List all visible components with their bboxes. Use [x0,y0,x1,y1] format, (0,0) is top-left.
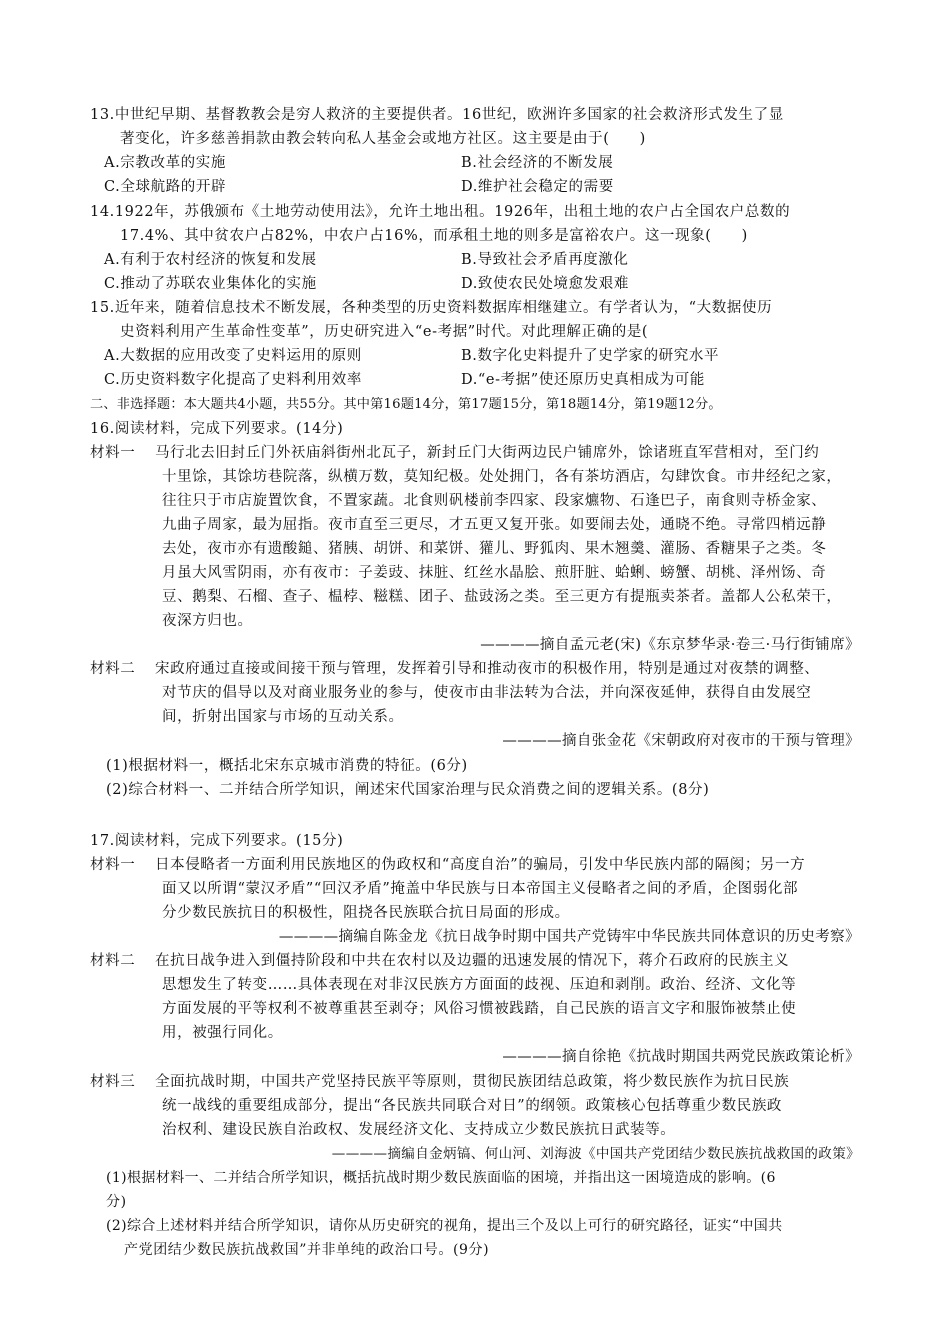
q16-material-2-label: 材料二 [90,661,136,677]
q16-material-1-label: 材料一 [90,445,136,461]
q13-option-b[interactable]: B.社会经济的不断发展 [461,155,614,171]
q17-material-2-line: 思想发生了转变……具体表现在对非汉民族方方面面的歧视、压迫和剥削。政治、经济、文化等 [162,977,797,993]
q14-option-b[interactable]: B.导致社会矛盾再度激化 [461,252,629,268]
q17-material-3-line: 治权利、建设民族自治政权、发展经济文化、支持成立少数民族抗日武装等。 [162,1122,676,1138]
q16-material-1-line: 夜深方归也。 [162,613,253,629]
q17-material-2-line: 用，被强行同化。 [162,1025,283,1041]
q16-requirement-1: (1)根据材料一，概括北宋东京城市消费的特征。(6分) [106,758,468,774]
q17-title: 17.阅读材料，完成下列要求。(15分) [90,833,344,849]
q16-material-1-line: 豆、鹅梨、石榴、查子、榅桲、糍糕、团子、盐豉汤之类。至三更方有提瓶卖茶者。盖都人公私荣干， [162,589,842,605]
q13-option-d[interactable]: D.维护社会稳定的需要 [461,179,614,195]
q16-material-1-line: 往往只于市店旋置饮食，不置家蔬。北食则矾楼前李四家、段家爊物、石逢巴子，南食则寺桥金家、 [162,493,827,509]
q17-material-1-line: 分少数民族抗日的积极性，阻挠各民族联合抗日局面的形成。 [162,905,570,921]
section-2-heading: 二、非选择题：本大题共4小题，共55分。其中第16题14分，第17题15分，第18题14分，第19题12分。 [90,397,722,412]
q17-material-2-label: 材料二 [90,953,136,969]
q17-requirement-1-cont: 分) [106,1194,127,1210]
q16-title: 16.阅读材料，完成下列要求。(14分) [90,421,344,437]
q15-option-c[interactable]: C.历史资料数字化提高了史料利用效率 [104,372,362,388]
q14-stem-line-2: 17.4%、其中贫农户占82%，中农户占16%，而承租土地的则多是富裕农户。这一现象( ) [120,228,748,244]
q15-stem-line-2: 史资料利用产生革命性变革”，历史研究进入“e-考据”时代。对此理解正确的是( [120,324,649,340]
q15-option-d[interactable]: D.“e-考据”使还原历史真相成为可能 [461,372,705,388]
q14-option-c[interactable]: C.推动了苏联农业集体化的实施 [104,276,317,292]
q14-option-d[interactable]: D.致使农民处境愈发艰难 [461,276,629,292]
q16-material-1-line: 十里馀，其馀坊巷院落，纵横万数，莫知纪极。处处拥门，各有茶坊酒店，勾肆饮食。市井经纪之家， [162,469,842,485]
q17-material-3-line: 统一战线的重要组成部分，提出“各民族共同联合对日”的纲领。政策核心包括尊重少数民族政 [162,1098,783,1114]
q17-material-2-line: 在抗日战争进入到僵持阶段和中共在农村以及边疆的迅速发展的情况下，蒋介石政府的民族主义 [155,953,790,969]
q15-option-a[interactable]: A.大数据的应用改变了史料运用的原则 [104,348,362,364]
q16-material-1-line: 马行北去旧封丘门外祆庙斜街州北瓦子，新封丘门大街两边民户铺席外，馀诸班直军营相对，至门约 [155,445,820,461]
q13-stem-line-1: 13.中世纪早期、基督教教会是穷人救济的主要提供者。16世纪，欧洲许多国家的社会救济形式发生了显 [90,107,784,123]
q16-material-2-line: 间，折射出国家与市场的互动关系。 [162,709,404,725]
q17-material-1-line: 日本侵略者一方面利用民族地区的伪政权和“高度自治”的骗局，引发中华民族内部的隔阂；另一方 [155,857,806,873]
q17-material-2-source: ————摘自徐艳《抗战时期国共两党民族政策论析》 [502,1049,860,1065]
q15-stem-line-1: 15.近年来，随着信息技术不断发展，各种类型的历史资料数据库相继建立。有学者认为，“大数据使历 [90,300,773,316]
q16-material-1-line: 月虽大风雪阴雨，亦有夜市：子姜豉、抹脏、红丝水晶脍、煎肝脏、蛤蜊、螃蟹、胡桃、泽州饧、奇 [162,565,827,581]
q14-option-a[interactable]: A.有利于农村经济的恢复和发展 [104,252,317,268]
q15-option-b[interactable]: B.数字化史料提升了史学家的研究水平 [461,348,720,364]
q17-material-3-label: 材料三 [90,1074,136,1090]
q17-material-3-line: 全面抗战时期，中国共产党坚持民族平等原则，贯彻民族团结总政策，将少数民族作为抗日民族 [155,1074,790,1090]
q13-stem-line-2: 著变化，许多慈善捐款由教会转向私人基金会或地方社区。这主要是由于( ) [120,131,646,147]
q16-material-1-source: ————摘自孟元老(宋)《东京梦华录·卷三·马行街铺席》 [480,637,860,653]
q17-requirement-1: (1)根据材料一、二并结合所学知识，概括抗战时期少数民族面临的困境，并指出这一困境造成的影响。(6 [106,1170,776,1186]
q16-material-2-source: ————摘自张金花《宋朝政府对夜市的干预与管理》 [502,733,860,749]
q13-option-c[interactable]: C.全球航路的开辟 [104,179,227,195]
q17-material-1-source: ————摘编自陈金龙《抗日战争时期中国共产党铸牢中华民族共同体意识的历史考察》 [278,929,860,945]
q13-option-a[interactable]: A.宗教改革的实施 [104,155,226,171]
q16-requirement-2: (2)综合材料一、二并结合所学知识，阐述宋代国家治理与民众消费之间的逻辑关系。(8分) [106,782,710,798]
q17-material-1-line: 面又以所谓“蒙汉矛盾”“回汉矛盾”掩盖中华民族与日本帝国主义侵略者之间的矛盾，企图弱化部 [162,881,799,897]
q16-material-1-line: 去处，夜市亦有遗酸鎚、猪胰、胡饼、和菜饼、獾儿、野狐肉、果木翘羹、灌肠、香糖果子之类。冬 [162,541,827,557]
q16-material-1-line: 九曲子周家，最为屈指。夜市直至三更尽，才五更又复开张。如要闹去处，通晓不绝。寻常四梢远静 [162,517,827,533]
q17-material-3-source: ————摘编自金炳镐、何山河、刘海波《中国共产党团结少数民族抗战救国的政策》 [331,1146,860,1162]
q14-stem-line-1: 14.1922年，苏俄颁布《土地劳动使用法》，允许土地出租。1926年，出租土地的农户占全国农户总数的 [90,204,791,220]
q17-requirement-2: (2)综合上述材料并结合所学知识，请你从历史研究的视角，提出三个及以上可行的研究路径，证实“中国共 [106,1218,783,1234]
q16-material-2-line: 对节庆的倡导以及对商业服务业的参与，使夜市由非法转为合法，并向深夜延伸，获得自由发展空 [162,685,812,701]
q17-material-2-line: 方面发展的平等权利不被尊重甚至剥夺；风俗习惯被践踏，自己民族的语言文字和服饰被禁止使 [162,1001,797,1017]
q17-requirement-2-cont: 产党团结少数民族抗战救国”并非单纯的政治口号。(9分) [124,1242,490,1258]
q16-material-2-line: 宋政府通过直接或间接干预与管理，发挥着引导和推动夜市的积极作用，特别是通过对夜禁的调整、 [155,661,820,677]
q17-material-1-label: 材料一 [90,857,136,873]
